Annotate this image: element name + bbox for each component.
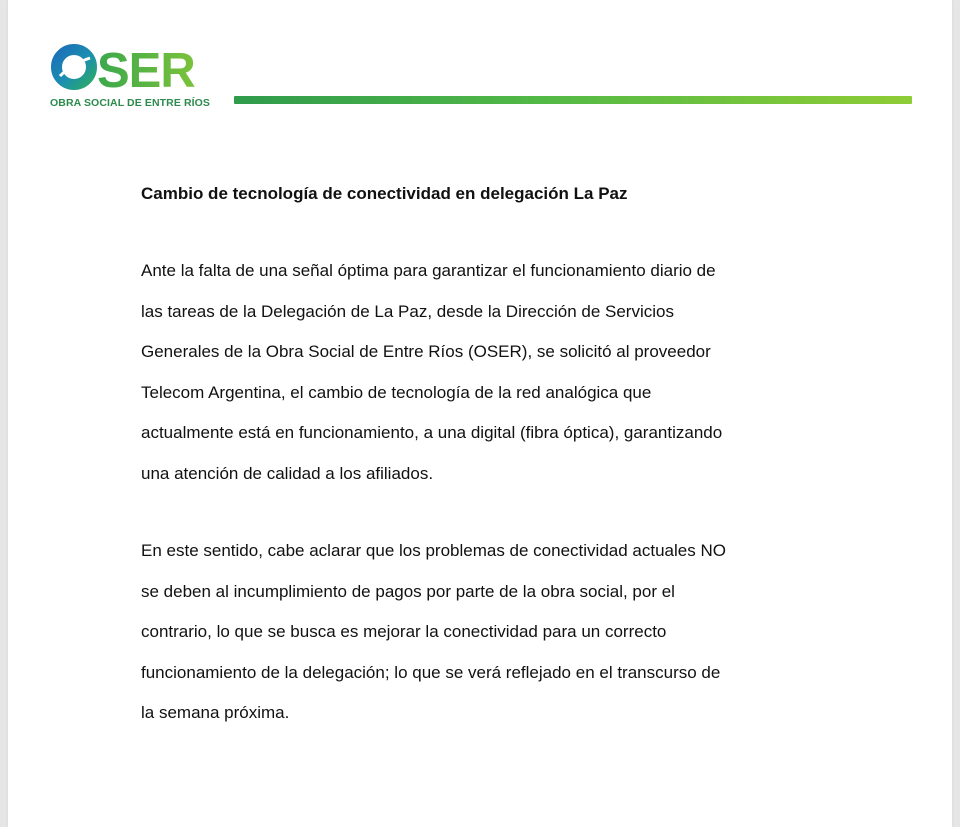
paragraph-line: funcionamiento de la delegación; lo que se verá reflejado en el transcurso de bbox=[141, 662, 721, 682]
document-page bbox=[8, 0, 952, 827]
paragraph-line: contrario, lo que se busca es mejorar la conectividad para un correcto bbox=[141, 622, 667, 641]
paragraph-2 bbox=[141, 531, 841, 734]
header-green-bar bbox=[234, 96, 912, 104]
paragraph-line: actualmente está en funcionamiento, a una digital (fibra óptica), garantizando bbox=[141, 423, 723, 442]
paragraph-line: Ante la falta de una señal óptima para garantizar el funcionamiento diario de bbox=[141, 261, 716, 280]
paragraph-line: se deben al incumplimiento de pagos por parte de la obra social, por el bbox=[141, 581, 675, 601]
paragraph-line: Generales de la Obra Social de Entre Ríos (OSER), se solicitó al proveedor bbox=[141, 342, 711, 361]
paragraph-line: las tareas de la Delegación de La Paz, desde la Dirección de Servicios bbox=[141, 301, 674, 321]
paragraph-line: En este sentido, cabe aclarar que los problemas de conectividad actuales NO bbox=[141, 541, 726, 560]
paragraph-line: la semana próxima. bbox=[141, 703, 290, 722]
svg-text:SER: SER bbox=[97, 44, 195, 92]
paragraph-line: Telecom Argentina, el cambio de tecnología de la red analógica que bbox=[141, 382, 652, 402]
oser-logo bbox=[50, 42, 240, 114]
oser-logo-mark bbox=[50, 42, 240, 92]
logo-subtitle: OBRA SOCIAL DE ENTRE RÍOS bbox=[50, 97, 211, 109]
document-title: Cambio de tecnología de conectividad en delegación La Paz bbox=[141, 184, 628, 203]
paragraph-1 bbox=[141, 251, 841, 494]
paragraph-line: una atención de calidad a los afiliados. bbox=[141, 463, 434, 483]
